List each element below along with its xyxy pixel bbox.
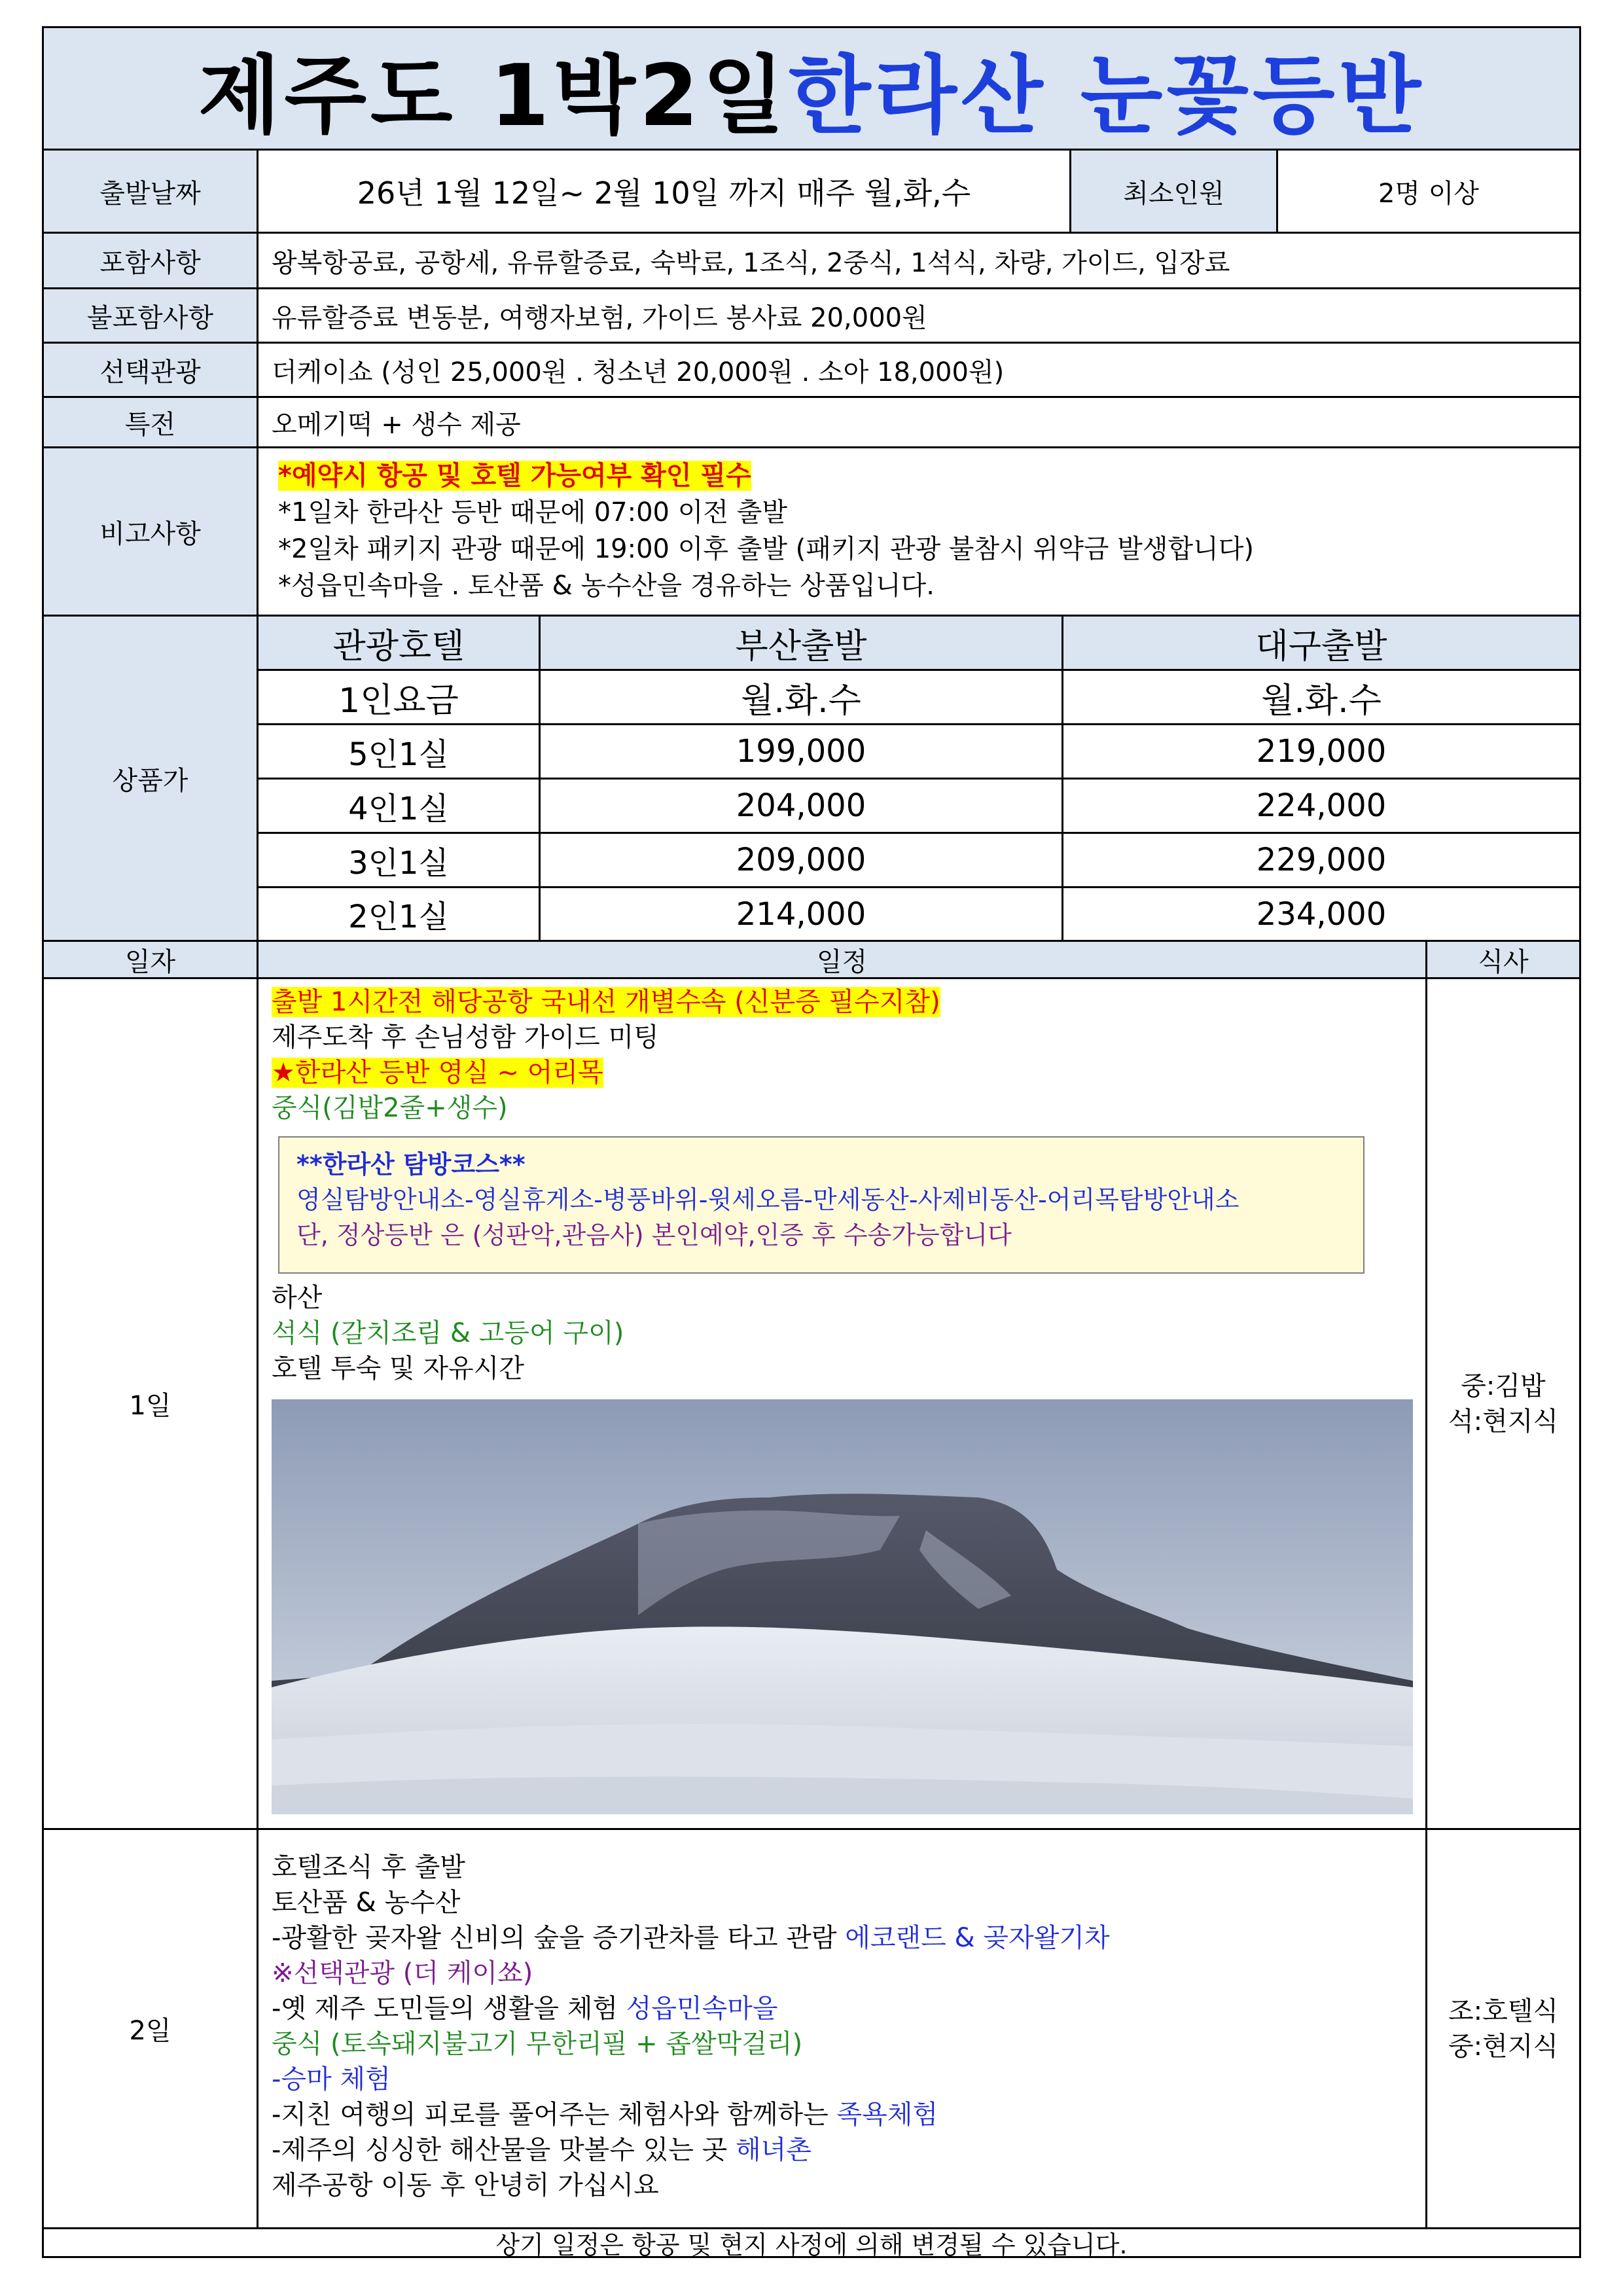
price-busan: 199,000 bbox=[539, 723, 1063, 780]
day1-line: 호텔 투숙 및 자유시간 bbox=[272, 1354, 524, 1384]
course-title: **한라산 탐방코스** bbox=[296, 1150, 526, 1179]
min-people-value: 2명 이상 bbox=[1276, 149, 1581, 234]
day1-line: 석식 (갈치조림 & 고등어 구이) bbox=[272, 1318, 624, 1348]
day2-plan bbox=[257, 1828, 1427, 2229]
price-room: 5인1실 bbox=[257, 723, 541, 780]
price-busan: 214,000 bbox=[539, 886, 1063, 942]
day1-line: ★한라산 등반 영실 ~ 어리목 bbox=[272, 1058, 603, 1088]
price-label: 상품가 bbox=[42, 615, 259, 942]
price-busan: 209,000 bbox=[539, 832, 1063, 888]
price-days-busan: 월.화.수 bbox=[539, 669, 1063, 725]
day2-line: -승마 체험 bbox=[272, 2064, 391, 2094]
course-note: 단, 정상등반 은 (성판악,관음사) 본인예약,인증 후 수송가능합니다 bbox=[296, 1221, 1012, 1249]
day2-line: -제주의 싱싱한 해산물을 맛볼수 있는 곳 해녀촌 bbox=[272, 2135, 812, 2165]
day2-line: ※선택관광 (더 케이쑈) bbox=[272, 1958, 533, 1988]
price-col-hotel: 관광호텔 bbox=[257, 615, 541, 671]
hallasan-snow-photo bbox=[272, 1399, 1413, 1814]
day2-line: 중식 (토속돼지불고기 무한리필 + 좁쌀막걸리) bbox=[272, 2029, 803, 2059]
special-value: 오메기떡 + 생수 제공 bbox=[257, 396, 1581, 448]
day2-lines bbox=[272, 1850, 1412, 2203]
schedule-col-plan: 일정 bbox=[257, 940, 1427, 979]
price-room: 2인1실 bbox=[257, 886, 541, 942]
day2-line: 토산품 & 농수산 bbox=[272, 1888, 461, 1918]
remark-item: *예약시 항공 및 호텔 가능여부 확인 필수 bbox=[278, 461, 751, 491]
day2-label: 2일 bbox=[42, 1828, 259, 2229]
min-people-label: 최소인원 bbox=[1069, 149, 1278, 234]
hiking-course-box bbox=[278, 1136, 1364, 1274]
day2-line: -지친 여행의 피로를 풀어주는 체험사와 함께하는 족욕체험 bbox=[272, 2100, 938, 2130]
day2-line: 제주공항 이동 후 안녕히 가십시요 bbox=[272, 2170, 659, 2200]
price-room: 4인1실 bbox=[257, 778, 541, 834]
schedule-col-day: 일자 bbox=[42, 940, 259, 979]
included-label: 포함사항 bbox=[42, 232, 259, 289]
day1-line: 제주도착 후 손님성함 가이드 미팅 bbox=[272, 1022, 659, 1052]
page-title bbox=[42, 26, 1581, 151]
footer-notice: 상기 일정은 항공 및 현지 사정에 의해 변경될 수 있습니다. bbox=[42, 2227, 1581, 2258]
remark-item: *2일차 패키지 관광 때문에 19:00 이후 출발 (패키지 관광 불참시 위약금 발생합니다) bbox=[278, 534, 1254, 564]
title-prefix: 제주도 1박2일 bbox=[198, 45, 789, 145]
price-daegu: 234,000 bbox=[1061, 886, 1581, 942]
day2-line: 호텔조식 후 출발 bbox=[272, 1852, 465, 1882]
day1-line: 중식(김밥2줄+생수) bbox=[272, 1093, 508, 1123]
optional-tour-value: 더케이쇼 (성인 25,000원 . 청소년 20,000원 . 소아 18,000원) bbox=[257, 342, 1581, 398]
day1-plan bbox=[257, 977, 1427, 1830]
day2-meals bbox=[1425, 1828, 1581, 2229]
price-days-daegu: 월.화.수 bbox=[1061, 669, 1581, 725]
price-col-busan: 부산출발 bbox=[539, 615, 1063, 671]
day1-meals bbox=[1425, 977, 1581, 1830]
excluded-label: 불포함사항 bbox=[42, 287, 259, 344]
day2-line: -광활한 곶자왈 신비의 숲을 증기관차를 타고 관람 에코랜드 & 곶자왈기차 bbox=[272, 1923, 1110, 1953]
price-daegu: 224,000 bbox=[1061, 778, 1581, 834]
day1-meal-lunch: 중:김밥 bbox=[1461, 1371, 1546, 1401]
departure-value: 26년 1월 12일~ 2월 10일 까지 매주 월,화,수 bbox=[257, 149, 1071, 234]
day1-label: 1일 bbox=[42, 977, 259, 1830]
day1-line: 출발 1시간전 해당공항 국내선 개별수속 (신분증 필수지참) bbox=[272, 987, 940, 1017]
excluded-value: 유류할증료 변동분, 여행자보험, 가이드 봉사료 20,000원 bbox=[257, 287, 1581, 344]
remarks-label: 비고사항 bbox=[42, 446, 259, 617]
departure-label: 출발날짜 bbox=[42, 149, 259, 234]
itinerary-document bbox=[42, 26, 1581, 2258]
schedule-col-meal: 식사 bbox=[1425, 940, 1581, 979]
price-room: 3인1실 bbox=[257, 832, 541, 888]
day2-meal-breakfast: 조:호텔식 bbox=[1448, 1996, 1559, 2026]
remarks-list bbox=[257, 446, 1581, 617]
special-label: 특전 bbox=[42, 396, 259, 448]
day2-line: -옛 제주 도민들의 생활을 체험 성읍민속마을 bbox=[272, 1994, 778, 2024]
price-rate-label: 1인요금 bbox=[257, 669, 541, 725]
remark-item: *1일차 한라산 등반 때문에 07:00 이전 출발 bbox=[278, 497, 787, 528]
optional-tour-label: 선택관광 bbox=[42, 342, 259, 398]
day1-meal-dinner: 석:현지식 bbox=[1448, 1406, 1559, 1437]
day1-line: 하산 bbox=[272, 1283, 323, 1313]
price-busan: 204,000 bbox=[539, 778, 1063, 834]
included-value: 왕복항공료, 공항세, 유류할증료, 숙박료, 1조식, 2중식, 1석식, 차량, 가이드, 입장료 bbox=[257, 232, 1581, 289]
remark-item: *성읍민속마을 . 토산품 & 농수산을 경유하는 상품입니다. bbox=[278, 571, 935, 601]
day1-lines-2 bbox=[272, 1280, 1412, 1386]
price-col-daegu: 대구출발 bbox=[1061, 615, 1581, 671]
day2-meal-lunch: 중:현지식 bbox=[1448, 2031, 1559, 2062]
day1-lines bbox=[272, 984, 1412, 1126]
title-highlight: 한라산 눈꽃등반 bbox=[788, 45, 1425, 145]
course-route: 영실탐방안내소-영실휴게소-병풍바위-윗세오름-만세동산-사제비동산-어리목탐방안내소 bbox=[296, 1185, 1240, 1214]
price-daegu: 229,000 bbox=[1061, 832, 1581, 888]
price-daegu: 219,000 bbox=[1061, 723, 1581, 780]
